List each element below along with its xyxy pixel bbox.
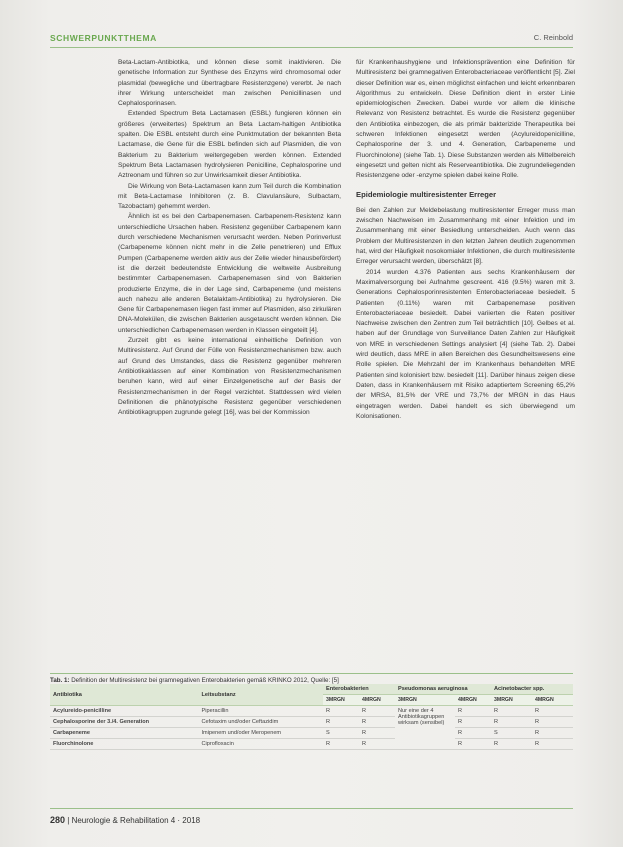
table-cell: Carbapeneme [50, 728, 198, 739]
table-cell: Ciprofloxacin [198, 739, 323, 750]
table-cell: R [491, 739, 532, 750]
table-cell: S [491, 728, 532, 739]
table-cell: R [359, 739, 395, 750]
table-cell: R [532, 728, 573, 739]
table-cell: R [323, 739, 359, 750]
section-heading: Epidemiologie multiresistenter Erreger [356, 189, 497, 199]
paragraph: Extended Spectrum Beta Lactamasen (ESBL) fungieren können ein größeres (erweitertes) Spektrum an Beta Lactam-haltigen Antibiotika spalten. Die ESBL entsteht durch eine Punktmutation der bekannten Beta Lactamase, die Gene für die ESBL befinden sich auf Plasmiden, die von Bakterium zu Bakterium weitergegeben werden können. Extended Spektrum Beta Lactamasen hydrolysieren Penicilline, Cephalosporine und Aztreonam und führen so zur Unwirksamkeit dieser Antibiotika. [118, 110, 341, 180]
table-cell: R [532, 717, 573, 728]
table-cell: R [323, 706, 359, 717]
table-cell: S [323, 728, 359, 739]
table-row [50, 706, 573, 717]
table-header: Pseudomonas aeruginosa [395, 684, 491, 695]
table-cell: R [455, 717, 491, 728]
footer-separator: | [67, 816, 72, 825]
table-cell: R [491, 717, 532, 728]
table-header: Leitsubstanz [198, 684, 323, 706]
table-cell: R [532, 706, 573, 717]
journal-name: Neurologie & Rehabilitation 4 · 2018 [71, 816, 201, 825]
paragraph: Bei den Zahlen zur Meldebelastung multiresistenter Erreger muss man zwischen Nachweisen im Zusammenhang mit einer Infektion und im Zusammenhang mit einer Besiedlung unterscheiden. Auch wenn das Problem der Multiresistenzen in den letzten Jahren deutlich zugenommen hat, wird der Häufigkeit nosokomialer Infektionen, die durch multiresistente Erreger verursacht werden, überschätzt [8]. [356, 206, 575, 266]
footer-divider [50, 808, 573, 809]
table-subheader: 3MRGN [491, 695, 532, 706]
table-cell: Cefotaxim und/oder Ceftazidim [198, 717, 323, 728]
table-header: Acinetobacter spp. [491, 684, 573, 695]
paragraph: Die Wirkung von Beta-Lactamasen kann zum Teil durch die Kombination mit Beta-Lactamase Inhibitoren (z. B. Clavulansäure, Sulbactam, Tazobactam) gehemmt werden. [118, 182, 341, 211]
table-cell: Nur eine der 4 Antibiotikagruppen wirksam (sensibel) [395, 706, 455, 750]
section-header: SCHWERPUNKTTHEMA [50, 33, 157, 43]
page-number: 280 [50, 815, 66, 825]
table-caption-label: Tab. 1: [50, 677, 70, 684]
table-subheader: 3MRGN [323, 695, 359, 706]
author-header: C. Reinbold [533, 33, 573, 42]
table-row [50, 739, 573, 750]
table-cell: R [359, 717, 395, 728]
resistance-table [50, 684, 573, 750]
right-column [356, 58, 575, 422]
table-cell: Imipenem und/oder Meropenem [198, 728, 323, 739]
paragraph: für Krankenhaushygiene und Infektionsprävention eine Definition für Multiresistenz bei gramnegativen Enterobacteriaceae veröffentlicht [5]. Ziel dieser Definition war es, einen möglichst einfachen und leicht erkennbaren Algorithmus zu entwickeln. Diese Definition dient in erster Linie epidemiologischen Zwecken. Dabei wurde vor allem die klinische Relevanz von Resistenz betrachtet. Es wurde die Resistenz gegenüber den Antibiotika einbezogen, die als primär bakterizide Therapeutika bei schweren Infektionen eingesetzt werden (Acylureidopenicilline, Cephalosporine der 3. und 4. Generation, Carbapeneme und Fluorchinolone) (siehe Tab. 1). Diese Substanzen werden als Mittelbereich eingesetzt und gelten nicht als Reserveantibiotika. Die zugrundeliegenden Resistenzgene oder -enzyme spielen dabei keine Rolle. [356, 59, 575, 180]
table-subheader: 3MRGN [395, 695, 455, 706]
left-column [118, 58, 341, 418]
table-header: Enterobakterien [323, 684, 395, 695]
header-divider [50, 47, 573, 48]
table-cell: Piperacillin [198, 706, 323, 717]
table-cell: Acylureido-penicilline [50, 706, 198, 717]
table-subheader: 4MRGN [359, 695, 395, 706]
table-cell: R [532, 739, 573, 750]
table-row [50, 728, 573, 739]
table-caption [50, 673, 573, 684]
paragraph: Zurzeit gibt es keine international einheitliche Definition von Multiresistenz. Auf Grund der Fülle von Resistenzmechanismen bzw. auch auf Grund des Umstandes, dass die Resistenz gegenüber mehreren Antibiotikaklassen auf einer Kombination von Resistenzmechanismen beruhen kann, wird auf einer Einzelgenetische auf der Basis der Resistenzmechanismen in der Regel verzichtet. Stattdessen wird vielen Definitionen die phänotypische Resistenz gegenüber verschiedenen Antibiotikagruppen zugrunde gelegt [16], was bei der Kommission [118, 337, 341, 417]
table-cell: R [323, 717, 359, 728]
table-caption-text: Definition der Multiresistenz bei gramnegativen Enterobakterien gemäß KRINKO 2012, Quelle: [5] [71, 677, 339, 684]
table-header: Antibiotika [50, 684, 198, 706]
table-cell: R [455, 728, 491, 739]
table-cell: R [359, 728, 395, 739]
table-cell: R [455, 706, 491, 717]
table-subheader: 4MRGN [455, 695, 491, 706]
paragraph: 2014 wurden 4.376 Patienten aus sechs Krankenhäusern der Maximalversorgung bei Aufnahme gescreent. 416 (9.5%) waren mit 3. Generations Cephalosporinresistenten Enterobacteriaceae besiedelt. 5 Patienten (0.11%) waren mit Carbapenemase positiven Enterobacteriaceae besiedelt. Dabei variierten die Raten positiver Nachweise zwischen den Zentren zum Teil beträchtlich [10]. Gelbes et al. haben auf der Grundlage von Surveillance Daten Zahlen zur Häufigkeit von MRE in verschiedenen Settings analysiert [4] (siehe Tab. 2). Dabei wird deutlich, dass MRE in allen Bereichen des Gesundheitswesens eine Rolle spielen. Die Mehrzahl der im Krankenhaus behandelten MRE Patienten sind kolonisiert bzw. besiedelt [11]. Darüber hinaus zeigen diese Daten, dass in Krankenhäusern mit Risiko adaptiertem Screening 65,2% der MRSA, 81,5% der VRE und 73,7% der MRGN in das Haus eingetragen werden. Dabei handelt es sich überwiegend um Kolonisationen. [356, 268, 575, 420]
paragraph: Ähnlich ist es bei den Carbapenemasen. Carbapenem-Resistenz kann unterschiedliche Ursachen haben. Resistenz gegenüber Carbapenem kann durch verschiedene Mechanismen verursacht werden. Neben Porinverlust (Carbapeneme können nicht mehr in die Zelle penetrieren) und Efflux Pumpen (Carbapeneme werden aktiv aus der Zelle wieder hinausbefördert) ist die derzeit bedeutendste Entwicklung die weltweite Ausbreitung bestimmter Carbapenemasen. Carbapenemasen sind von Bakterien produzierte Enzyme, die in der Lage sind, Carbapeneme (und meistens auch nahezu alle anderen Betalaktam-Antibiotika) zu hydrolysieren. Die Gene für Carbapenemasen liegen fast immer auf Plasmiden, also zirkulären DNA-Molekülen, die zwischen Bakterien ausgetauscht werden können. Die unterschiedlichen Carbapenemasen werden in Klassen eingeteilt [4]. [118, 213, 341, 334]
paragraph: Beta-Lactam-Antibiotika, und können diese somit inaktivieren. Die genetische Information zur Synthese des Enzyms wird chromosomal oder plasmidal (bewegliche und übertragbare Resistenzgene) vererbt. Je nach ihrer Wirkung unterscheidet man zwischen Penicillinasen und Cephalosporinasen. [118, 59, 341, 108]
table-cell: R [491, 706, 532, 717]
table-subheader: 4MRGN [532, 695, 573, 706]
table-cell: Fluorchinolone [50, 739, 198, 750]
table-cell: R [359, 706, 395, 717]
table-row [50, 717, 573, 728]
footer [50, 815, 200, 825]
table-cell: Cephalosporine der 3./4. Generation [50, 717, 198, 728]
table-cell: R [455, 739, 491, 750]
